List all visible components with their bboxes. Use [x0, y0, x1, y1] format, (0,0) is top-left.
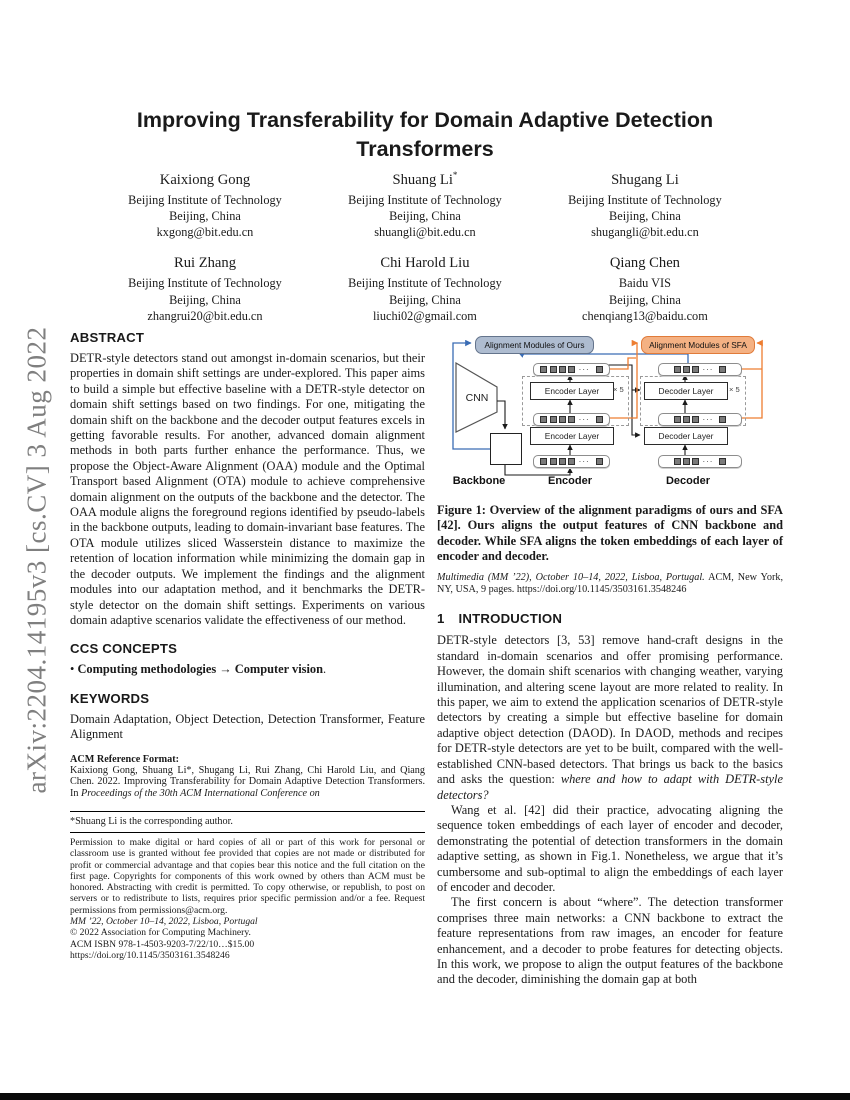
author-city: Beijing, China — [609, 292, 681, 307]
backbone-label: Backbone — [452, 475, 506, 487]
author-city: Beijing, China — [169, 292, 241, 307]
author-name: Kaixiong Gong — [159, 171, 251, 188]
author-name: Qiang Chen — [609, 255, 680, 272]
decoder-layer-box: Decoder Layer — [644, 382, 728, 400]
intro-paragraph-3: The first concern is about “where”. The detection transformer comprises three main networks: a CNN backbone to extract the feature representations from raw images, an encoder for feature enhancement, and a decoder to probe features for detecting objects. In this work, we propose to align the output features of the backbone and the decoder, diminishing the domain gap at both — [437, 895, 783, 987]
ccs-concept: Computing methodologies — [77, 662, 217, 677]
token-row — [658, 455, 742, 468]
token-square — [692, 416, 699, 423]
token-row — [533, 455, 610, 468]
author-city: Beijing, China — [389, 292, 461, 307]
token-square — [559, 366, 566, 373]
token-square — [596, 458, 603, 465]
page-bottom-edge — [0, 1093, 850, 1100]
token-square — [550, 416, 557, 423]
author-card — [95, 170, 315, 240]
token-square — [674, 416, 681, 423]
alignment-modules-sfa-box: Alignment Modules of SFA — [641, 336, 755, 354]
decoder-layer-box: Decoder Layer — [644, 427, 728, 445]
introduction-heading: 1 INTRODUCTION — [437, 611, 563, 627]
author-card — [315, 253, 535, 323]
ellipsis: ··· — [702, 365, 714, 374]
permission-doi-link[interactable]: https://doi.org/10.1145/3503161.3548246 — [70, 949, 230, 961]
author-city: Beijing, China — [609, 209, 681, 224]
backbone-feature-map-box — [490, 433, 522, 465]
author-city: Beijing, China — [169, 209, 241, 224]
author-name: Shugang Li — [611, 171, 679, 188]
figure-1-diagram — [437, 330, 783, 492]
encoder-label: Encoder — [547, 475, 592, 487]
token-square — [568, 416, 575, 423]
permission-text: Permission to make digital or hard copies of all or part of this work for personal or classroom use is granted without fee provided that copies are not made or distributed for profit or commercial advantage and that copies bear this notice and the full citation on the first page. Copyrights for components of this work owned by others than ACM must be honored. Abstracting with credit is permitted. To copy otherwise, or republish, to post on servers or to redistribute to lists, requires prior specific permission and/or a fee. Request permissions from permissions@acm.org. — [70, 836, 425, 916]
intro-question-italic: where and how to adapt with DETR-style detectors? — [437, 772, 783, 802]
citation-doi[interactable]: ACM, New York, NY, USA, 9 pages. https://doi.org/10.1145/3503161.3548246 — [437, 571, 784, 595]
corresponding-author-footnote: *Shuang Li is the corresponding author. — [70, 815, 233, 827]
author-affiliation: Baidu VIS — [618, 276, 671, 291]
permission-isbn: ACM ISBN 978-1-4503-9203-7/22/10…$15.00 — [70, 938, 255, 950]
token-square — [692, 366, 699, 373]
author-affiliation: Beijing Institute of Technology — [128, 276, 282, 291]
author-affiliation: Beijing Institute of Technology — [348, 192, 502, 207]
acm-ref-heading: ACM Reference Format: — [70, 753, 179, 765]
times-5-label: × 5 — [613, 385, 624, 394]
ellipsis: ··· — [578, 365, 590, 374]
author-email[interactable]: shugangli@bit.edu.cn — [591, 225, 699, 240]
paper-title: Improving Transferability for Domain Adaptive Detection Transformers — [136, 108, 714, 161]
token-square — [596, 366, 603, 373]
author-city: Beijing, China — [389, 209, 461, 224]
figure-1-caption: Figure 1: Overview of the alignment paradigms of ours and SFA [42]. Ours aligns the output features of CNN backbone and decoder. While SFA aligns the token embeddings of each layer of encoder and decoder. — [437, 503, 783, 564]
author-card — [535, 170, 755, 240]
author-email[interactable]: kxgong@bit.edu.cn — [156, 225, 254, 240]
token-square — [540, 458, 547, 465]
encoder-layer-box: Encoder Layer — [530, 427, 614, 445]
token-square — [550, 366, 557, 373]
author-card — [535, 253, 755, 323]
intro-paragraph-1: DETR-style detectors [3, 53] remove hand-craft designs in the standard in-domain scenarios and offer promising performance. However, the domain shift scenarios with changing weather, varying illumination, and altering scene layout are more related to reality. In this paper, we aim to extend the application scenarios of DETR-style detectors by creating a simple but effective baseline for domain adaptive object detection (DAOD). In DAOD, methods and recipes for DETR-style detectors are yet to be built, compared with the well-established CNN-based detectors. That brings us back to the basics and asks the question: where and how to adapt with DETR-style detectors? — [437, 633, 783, 802]
acm-ref-proceedings: Proceedings of the 30th ACM International Conference on — [81, 788, 320, 800]
author-email[interactable]: shuangli@bit.edu.cn — [374, 225, 476, 240]
token-square — [596, 416, 603, 423]
footnote-rule — [70, 811, 425, 812]
ellipsis: ··· — [702, 415, 714, 424]
intro-paragraph-2: Wang et al. [42] did their practice, advocating aligning the sequence token embeddings of each layer of encoder and decoder, demonstrating the potential of detection transformers in the domain adaptive setting, as shown in Fig.1. Nonetheless, we argue that it’s cumbersome and sub-optimal to align the embeddings of each layer of encoder and decoder. — [437, 802, 783, 894]
permission-copyright: © 2022 Association for Computing Machinery. — [70, 927, 251, 939]
token-square — [550, 458, 557, 465]
abstract-text: DETR-style detectors stand out amongst in-domain scenarios, but their properties in domain shift settings are under-explored. This paper aims to build a simple but effective baseline with a DETR-style detector on domain shift settings based on two findings. For one, mitigating the domain shift on the backbone and the decoder output features excels in getting favorable results. For another, advanced domain alignment methods in both parts further enhance the performance. Thus, we propose the Object-Aware Alignment (OAA) module and the Optimal Transport based Alignment (OTA) module to achieve comprehensive domain alignment on the outputs of the backbone and the detector. The OAA module aligns the foreground regions identified by pseudo-labels in the backbone outputs, leading to domain-invariant base features. The OTA module utilizes sliced Wasserstein distance to maximize the retention of location information while minimizing the domain gap in the decoder outputs. We implement the findings and the alignment modules into our adaptation method, and it benchmarks the DETR-style detector on the domain shift settings. Experiments on various domain adaptive scenarios validate the effectiveness of our method. — [70, 351, 425, 627]
keywords-heading: KEYWORDS — [70, 690, 150, 706]
keywords-text: Domain Adaptation, Object Detection, Detection Transformer, Feature Alignment — [70, 711, 425, 742]
permission-venue: MM ’22, October 10–14, 2022, Lisboa, Portugal — [70, 916, 258, 927]
token-square — [674, 366, 681, 373]
author-email[interactable]: zhangrui20@bit.edu.cn — [147, 308, 263, 323]
ccs-line: • Computing methodologies → Computer vision. — [70, 662, 327, 677]
author-name: Chi Harold Liu — [380, 255, 470, 272]
conference-citation: Multimedia (MM ’22), October 10–14, 2022, Lisboa, Portugal. ACM, New York, NY, USA, 9 pages. https://doi.org/10.1145/3503161.3548246 — [437, 571, 784, 595]
times-5-label: × 5 — [729, 385, 740, 394]
author-affiliation: Beijing Institute of Technology — [568, 192, 722, 207]
ellipsis: ··· — [578, 457, 590, 466]
ellipsis: ··· — [578, 415, 590, 424]
author-affiliation: Beijing Institute of Technology — [128, 192, 282, 207]
token-row — [533, 413, 610, 426]
token-square — [692, 458, 699, 465]
author-affiliation: Beijing Institute of Technology — [348, 276, 502, 291]
acm-ref-text: Kaixiong Gong, Shuang Li*, Shugang Li, Rui Zhang, Chi Harold Liu, and Qiang Chen. 2022. Improving Transferability for Domain Adaptive Detection Transformers. In Proceedings of the 30th ACM International Conference on — [70, 764, 425, 800]
token-square — [540, 416, 547, 423]
alignment-modules-ours-box: Alignment Modules of Ours — [475, 336, 594, 354]
token-square — [559, 458, 566, 465]
token-square — [568, 458, 575, 465]
token-square — [719, 416, 726, 423]
token-square — [719, 366, 726, 373]
author-name: Rui Zhang — [173, 255, 236, 272]
token-square — [559, 416, 566, 423]
arxiv-stamp: arXiv:2204.14195v3 [cs.CV] 3 Aug 2022 — [21, 326, 52, 794]
arrow-glyph: → — [219, 662, 232, 677]
author-card — [95, 253, 315, 323]
author-email[interactable]: liuchi02@gmail.com — [373, 308, 477, 323]
author-card — [315, 170, 535, 240]
abstract-heading: ABSTRACT — [70, 330, 145, 345]
token-row — [533, 363, 610, 376]
author-name: Shuang Li* — [392, 170, 458, 188]
token-square — [674, 458, 681, 465]
permission-rule — [70, 832, 425, 833]
cnn-label: CNN — [465, 392, 489, 404]
decoder-label: Decoder — [665, 475, 711, 487]
token-row — [658, 363, 742, 376]
encoder-layer-box: Encoder Layer — [530, 382, 614, 400]
right-column — [437, 330, 783, 988]
ccs-heading: CCS CONCEPTS — [70, 641, 178, 657]
token-square — [719, 458, 726, 465]
left-column — [70, 330, 425, 961]
token-row — [658, 413, 742, 426]
ccs-subconcept: Computer vision — [234, 662, 324, 677]
author-asterisk: * — [452, 170, 458, 180]
token-square — [540, 366, 547, 373]
token-square — [568, 366, 575, 373]
token-square — [683, 458, 690, 465]
author-email[interactable]: chenqiang13@baidu.com — [582, 308, 708, 323]
token-square — [683, 416, 690, 423]
ellipsis: ··· — [702, 457, 714, 466]
token-square — [683, 366, 690, 373]
author-block — [95, 170, 755, 337]
